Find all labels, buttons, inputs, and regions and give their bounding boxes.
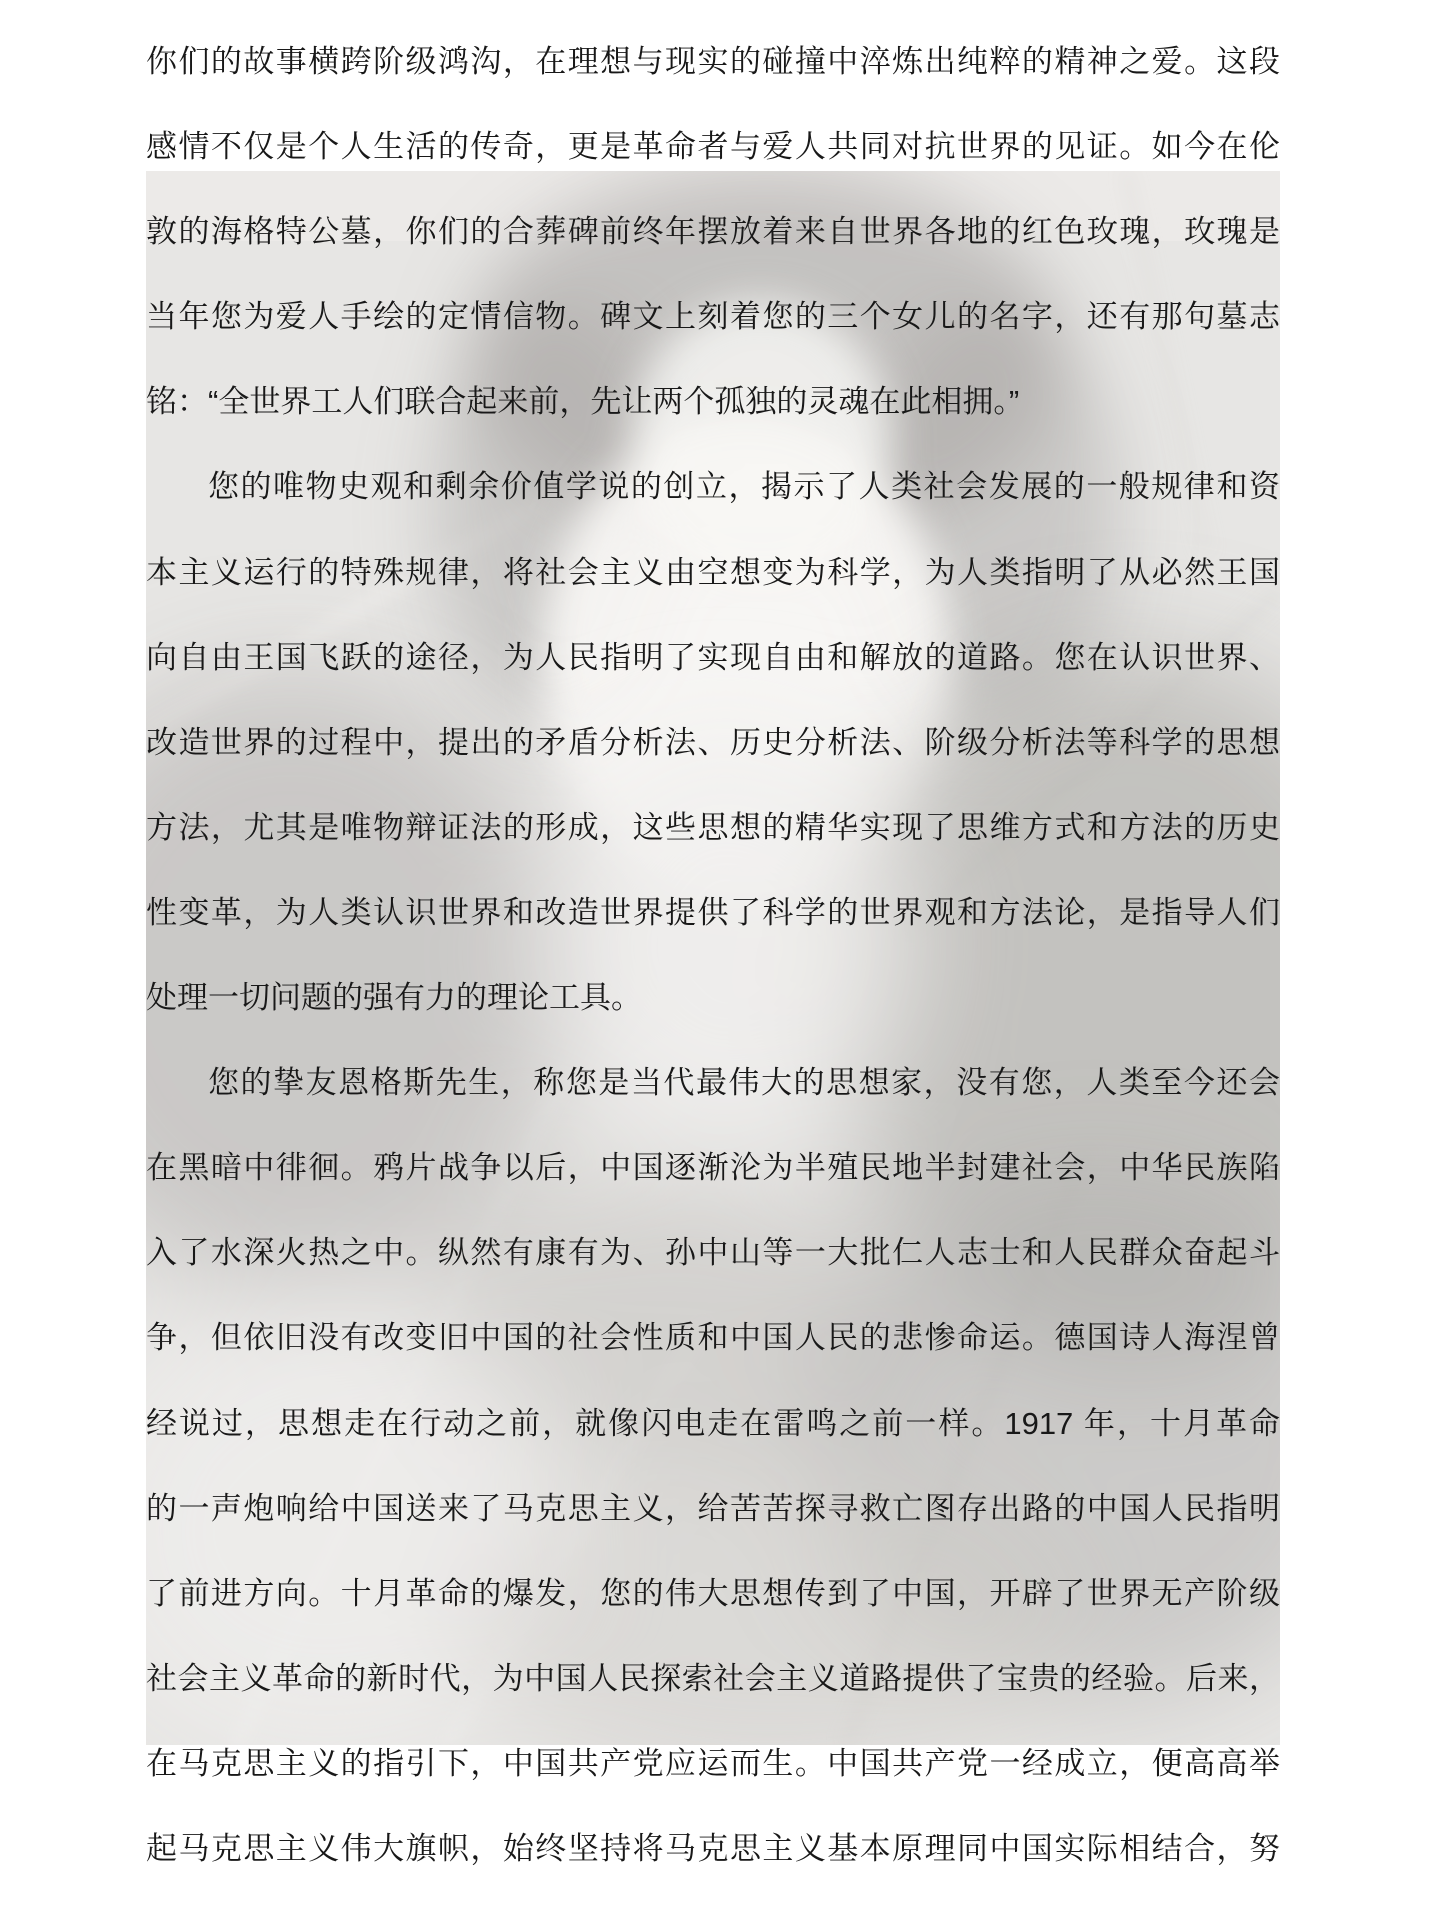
text-line: 在黑暗中徘徊。鸦片战争以后，中国逐渐沦为半殖民地半封建社会，中华民族陷: [146, 1150, 1280, 1186]
text-line: 在马克思主义的指引下，中国共产党应运而生。中国共产党一经成立，便高高举: [146, 1745, 1280, 1781]
text-line: 了前进方向。十月革命的爆发，您的伟大思想传到了中国，开辟了世界无产阶级: [146, 1575, 1280, 1611]
text-line: 你们的故事横跨阶级鸿沟，在理想与现实的碰撞中淬炼出纯粹的精神之爱。这段: [146, 44, 1280, 79]
text-line: 感情不仅是个人生活的传奇，更是革命者与爱人共同对抗世界的见证。如今在伦: [146, 129, 1280, 165]
text-line: 入了水深火热之中。纵然有康有为、孙中山等一大批仁人志士和人民群众奋起斗: [146, 1235, 1280, 1271]
text-line: 当年您为爱人手绘的定情信物。碑文上刻着您的三个女儿的名字，还有那句墓志: [146, 299, 1280, 335]
text-line: 经说过，思想走在行动之前，就像闪电走在雷鸣之前一样。1917 年，十月革命: [146, 1405, 1280, 1441]
text-line: 的一声炮响给中国送来了马克思主义，给苦苦探寻救亡图存出路的中国人民指明: [146, 1490, 1280, 1526]
text-line: 铭：“全世界工人们联合起来前，先让两个孤独的灵魂在此相拥。”: [146, 384, 1020, 420]
text-line: 方法，尤其是唯物辩证法的形成，这些思想的精华实现了思维方式和方法的历史: [146, 809, 1280, 845]
text-line: 处理一切问题的强有力的理论工具。: [146, 980, 642, 1016]
text-line: 向自由王国飞跃的途径，为人民指明了实现自由和解放的道路。您在认识世界、: [146, 639, 1280, 675]
text-line: 社会主义革命的新时代，为中国人民探索社会主义道路提供了宝贵的经验。后来，: [146, 1660, 1280, 1696]
text-line: 争，但依旧没有改变旧中国的社会性质和中国人民的悲惨命运。德国诗人海涅曾: [146, 1320, 1280, 1356]
text-line: 起马克思主义伟大旗帜，始终坚持将马克思主义基本原理同中国实际相结合，努: [146, 1830, 1280, 1866]
letter-body: [146, 0, 1280, 1891]
text-line: 本主义运行的特殊规律，将社会主义由空想变为科学，为人类指明了从必然王国: [146, 554, 1280, 590]
text-line: 您的唯物史观和剩余价值学说的创立，揭示了人类社会发展的一般规律和资: [208, 469, 1280, 505]
text-line: 改造世界的过程中，提出的矛盾分析法、历史分析法、阶级分析法等科学的思想: [146, 724, 1280, 760]
text-line: 您的挚友恩格斯先生，称您是当代最伟大的思想家，没有您，人类至今还会: [208, 1065, 1280, 1101]
text-line: 敦的海格特公墓，你们的合葬碑前终年摆放着来自世界各地的红色玫瑰，玫瑰是: [146, 214, 1280, 250]
text-line: 性变革，为人类认识世界和改造世界提供了科学的世界观和方法论，是指导人们: [146, 894, 1280, 930]
